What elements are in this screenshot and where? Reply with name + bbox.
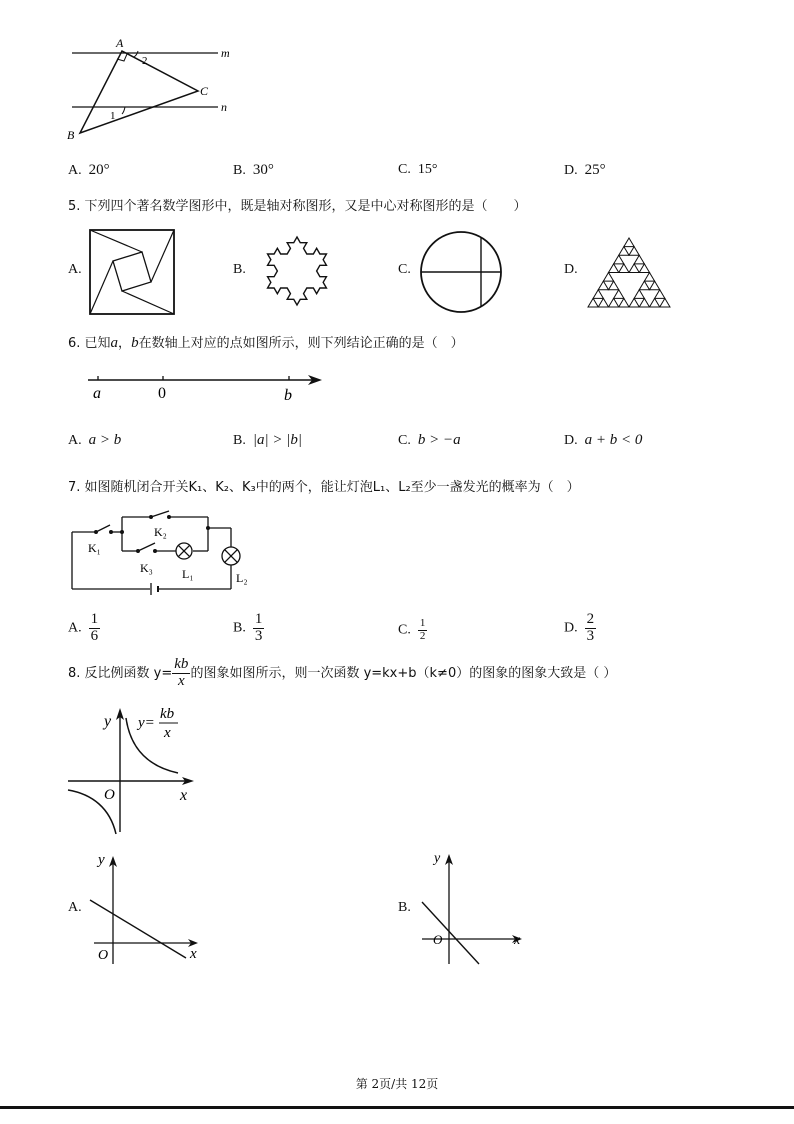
- label-C: C: [200, 84, 209, 98]
- k2-label: K₂: [154, 525, 167, 539]
- q4-option-a[interactable]: A. 20°: [68, 162, 110, 178]
- graph-func-num: kb: [160, 706, 175, 722]
- l2-label: L₂: [236, 571, 248, 585]
- graph-origin-label: O: [104, 787, 115, 803]
- label-m: m: [221, 46, 230, 60]
- page-footer: 第 2页/共 12页: [355, 1077, 439, 1091]
- q5-option-a-label[interactable]: A.: [68, 262, 82, 277]
- q7-circuit-diagram: [66, 506, 266, 596]
- q5-figure-b-koch-snowflake: [251, 225, 343, 317]
- q8-question: 8. 反比例函数 y= $\frac{kb}{x}$ 的图象如图所示，则一次函数 y=kx+b（k≠0）的图象的图象大致是（ ）: [68, 656, 617, 689]
- q7-option-a[interactable]: A. $\frac{1}{6}$: [68, 611, 99, 644]
- q4-option-b[interactable]: B. 30°: [233, 162, 274, 178]
- q6-question: 6. 已知a，b在数轴上对应的点如图所示，则下列结论正确的是（ ）: [68, 335, 464, 351]
- b-x-label: x: [514, 933, 521, 948]
- q8-hyperbola-graph: [66, 700, 206, 836]
- q4-option-c[interactable]: C. 15°: [398, 162, 438, 177]
- triangle-abc: [80, 51, 198, 133]
- graph-func-prefix: y=: [138, 715, 155, 731]
- q6-option-b[interactable]: B. |a| > |b|: [233, 432, 302, 448]
- a-y-label: y: [98, 852, 105, 868]
- l1-label: L₁: [182, 567, 194, 581]
- point-a-label: a: [93, 385, 101, 402]
- label-B: B: [67, 128, 75, 142]
- q5-figure-c-divided-circle: [419, 230, 503, 314]
- graph-func-den: x: [164, 725, 171, 741]
- q8-option-a-label[interactable]: A.: [68, 900, 82, 915]
- a-x-label: x: [190, 946, 197, 962]
- label-n: n: [221, 100, 227, 114]
- q6-option-a[interactable]: A. a > b: [68, 432, 122, 448]
- q5-question: 5. 下列四个著名数学图形中，既是轴对称图形，又是中心对称图形的是（ ）: [68, 199, 527, 214]
- q7-question: 7. 如图随机闭合开关K₁、K₂、K₃中的两个，能让灯泡L₁、L₂至少一盏发光的概率为（ ）: [68, 480, 580, 495]
- q8-option-b-graph: [416, 846, 536, 970]
- label-1: 1: [110, 110, 116, 122]
- graph-y-label: y: [104, 713, 112, 730]
- q6-option-d[interactable]: D. a + b < 0: [564, 432, 643, 448]
- k3-label: K₃: [140, 561, 153, 575]
- q8-option-b-label[interactable]: B.: [398, 900, 411, 915]
- q4-option-d[interactable]: D. 25°: [564, 162, 606, 178]
- angle-1-arc: [122, 107, 125, 114]
- q7-option-b[interactable]: B. $\frac{1}{3}$: [233, 611, 263, 644]
- q5-option-b-label[interactable]: B.: [233, 262, 246, 277]
- k1-label: K₁: [88, 541, 101, 555]
- q6-option-c[interactable]: C. b > −a: [398, 432, 461, 448]
- label-2: 2: [142, 55, 148, 67]
- q7-option-d[interactable]: D. $\frac{2}{3}$: [564, 611, 595, 644]
- a-origin-label: O: [98, 948, 109, 963]
- q5-figure-a-square-pinwheel: [89, 229, 175, 315]
- label-A: A: [116, 36, 124, 50]
- q6-number-line: [86, 366, 326, 406]
- b-y-label: y: [434, 851, 441, 866]
- q8-option-a-graph: [86, 848, 206, 968]
- zero-label: 0: [158, 385, 166, 402]
- point-b-label: b: [284, 387, 292, 404]
- graph-x-label: x: [180, 787, 188, 804]
- q5-option-d-label[interactable]: D.: [564, 262, 578, 277]
- q5-option-c-label[interactable]: C.: [398, 262, 411, 277]
- angle-2-arc: [134, 51, 138, 57]
- q5-figure-d-sierpinski-triangle: [586, 236, 672, 308]
- q4-triangle-figure: [60, 35, 240, 145]
- q7-option-c[interactable]: C. $\frac{1}{2}$: [398, 617, 426, 642]
- b-origin-label: O: [433, 932, 443, 947]
- bottom-rule: [0, 1106, 794, 1109]
